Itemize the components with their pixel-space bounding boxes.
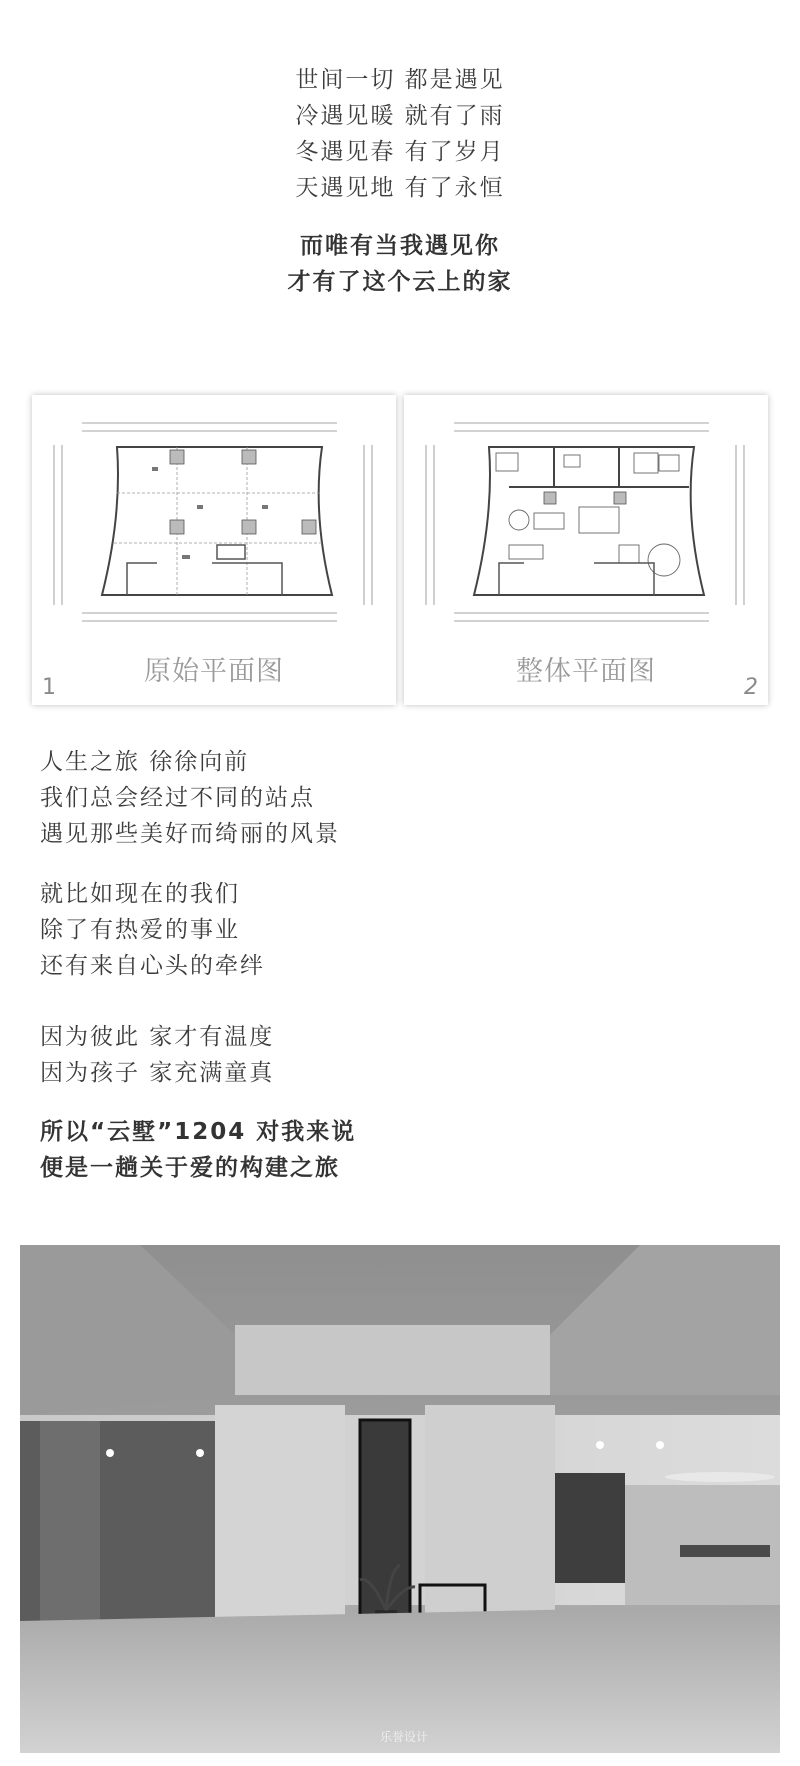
poem-line: 冬遇见春 有了岁月 [295, 139, 505, 165]
interior-photo [20, 1245, 780, 1753]
plan-caption: 整体平面图 [516, 656, 656, 687]
bold-text-line: 便是一趟关于爱的构建之旅 [40, 1155, 340, 1181]
poem-line: 天遇见地 有了永恒 [295, 175, 505, 201]
overall-floor-plan-drawing [404, 395, 768, 645]
floor-plan-gallery [32, 395, 768, 705]
bold-text-line: 所以“云墅”1204 对我来说 [40, 1119, 357, 1145]
plan-caption: 原始平面图 [144, 656, 284, 687]
poem-bold-line: 而唯有当我遇见你 [300, 233, 500, 259]
text-line: 就比如现在的我们 [40, 881, 240, 907]
paragraph-bond [40, 876, 760, 984]
original-floor-plan-card[interactable] [32, 395, 396, 705]
poem-bold-line: 才有了这个云上的家 [287, 269, 513, 295]
text-line: 遇见那些美好而绮丽的风景 [40, 821, 340, 847]
text-line: 因为孩子 家充满童真 [40, 1060, 275, 1086]
text-line: 人生之旅 徐徐向前 [40, 749, 250, 775]
plan-number: 2 [744, 675, 758, 700]
original-floor-plan-drawing [32, 395, 396, 645]
photo-watermark: 乐誉设计 [380, 1730, 429, 1744]
intro-poem [0, 62, 800, 300]
poem-line: 冷遇见暖 就有了雨 [295, 103, 505, 129]
text-line: 因为彼此 家才有温度 [40, 1024, 275, 1050]
poem-line: 世间一切 都是遇见 [295, 67, 505, 93]
text-line: 还有来自心头的牵绊 [40, 953, 265, 979]
plan-number: 1 [42, 675, 56, 700]
text-line: 我们总会经过不同的站点 [40, 785, 315, 811]
paragraph-conclusion [40, 1114, 760, 1186]
text-line: 除了有热爱的事业 [40, 917, 240, 943]
interior-photo-illustration [20, 1245, 780, 1753]
overall-floor-plan-card[interactable] [404, 395, 768, 705]
paragraph-journey [40, 744, 760, 852]
paragraph-warmth [40, 1019, 760, 1091]
